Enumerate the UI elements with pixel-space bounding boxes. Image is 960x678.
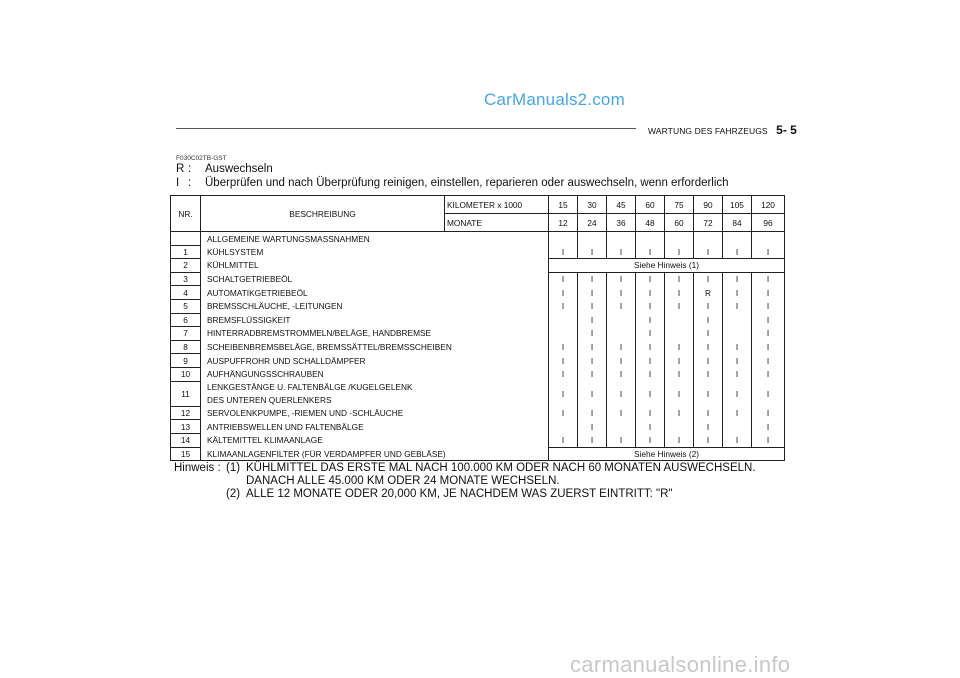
description-cell: BREMSFLÜSSIGKEIT	[201, 313, 549, 327]
value-cell: I	[665, 367, 694, 381]
nr-cell: 14	[171, 433, 201, 447]
value-cell: I	[665, 272, 694, 286]
value-cell: I	[607, 340, 636, 354]
value-cell: I	[665, 245, 694, 259]
value-cell	[607, 232, 636, 246]
value-cell: I	[636, 340, 665, 354]
value-cell: I	[665, 381, 694, 406]
description-cell: LENKGESTÄNGE U. FALTENBÄLGE /KUGELGELENK	[201, 381, 549, 394]
page-number: 5- 5	[776, 123, 797, 137]
footnotes	[174, 462, 756, 501]
value-cell: I	[694, 313, 723, 327]
description-cell: AUFHÄNGUNGSSCHRAUBEN	[201, 367, 549, 381]
legend-key: R	[176, 163, 185, 175]
value-cell: I	[752, 433, 785, 447]
table-row	[171, 381, 785, 394]
footnote-text: ALLE 12 MONATE ODER 20,000 KM, JE NACHDEM WAS ZUERST EINTRITT: "R"	[246, 488, 673, 500]
value-cell	[549, 327, 578, 341]
value-cell: I	[694, 245, 723, 259]
watermark-top: CarManuals2.com	[484, 90, 625, 109]
note-cell: Siehe Hinweis (2)	[549, 447, 785, 461]
km-label: KILOMETER x 1000	[445, 196, 549, 214]
value-cell: I	[607, 367, 636, 381]
table-row	[171, 420, 785, 434]
months-label: MONATE	[445, 214, 549, 232]
value-cell: I	[607, 299, 636, 313]
value-cell: I	[752, 381, 785, 406]
value-cell: I	[549, 286, 578, 300]
value-cell: I	[723, 299, 752, 313]
footnote-text: KÜHLMITTEL DAS ERSTE MAL NACH 100.000 KM ODER NACH 60 MONATEN AUSWECHSELN.	[246, 462, 756, 474]
description-cell: ANTRIEBSWELLEN UND FALTENBÄLGE	[201, 420, 549, 434]
maintenance-schedule-table	[170, 195, 785, 461]
value-cell: I	[665, 286, 694, 300]
value-cell: I	[694, 354, 723, 368]
month-cell: 48	[636, 214, 665, 232]
spacer	[174, 488, 226, 501]
km-cell: 45	[607, 196, 636, 214]
value-cell: I	[636, 420, 665, 434]
nr-cell: 15	[171, 447, 201, 461]
description-cell: DES UNTEREN QUERLENKERS	[201, 394, 549, 407]
nr-cell: 6	[171, 313, 201, 327]
nr-cell: 1	[171, 245, 201, 259]
value-cell: I	[665, 433, 694, 447]
value-cell: I	[636, 327, 665, 341]
value-cell: I	[636, 313, 665, 327]
value-cell	[665, 232, 694, 246]
value-cell: I	[607, 245, 636, 259]
value-cell: I	[578, 367, 607, 381]
table-row	[171, 406, 785, 420]
km-cell: 15	[549, 196, 578, 214]
value-cell: I	[607, 272, 636, 286]
description-cell: SCHALTGETRIEBEÖL	[201, 272, 549, 286]
nr-cell: 7	[171, 327, 201, 341]
value-cell	[723, 313, 752, 327]
nr-cell: 9	[171, 354, 201, 368]
description-cell: AUTOMATIKGETRIEBEÖL	[201, 286, 549, 300]
value-cell	[665, 313, 694, 327]
month-cell: 36	[607, 214, 636, 232]
value-cell: I	[549, 299, 578, 313]
km-cell: 30	[578, 196, 607, 214]
value-cell: I	[694, 433, 723, 447]
value-cell: I	[636, 367, 665, 381]
description-cell: SCHEIBENBREMSBELÄGE, BREMSSÄTTEL/BREMSSCHEIBEN	[201, 340, 549, 354]
footnote-number: (1)	[226, 462, 241, 474]
spacer	[226, 475, 246, 488]
legend-sep: :	[188, 177, 192, 189]
value-cell	[723, 420, 752, 434]
legend-row-r	[176, 162, 729, 176]
table-row	[171, 367, 785, 381]
nr-cell: 12	[171, 406, 201, 420]
value-cell: I	[665, 340, 694, 354]
value-cell: I	[665, 354, 694, 368]
value-cell: I	[549, 367, 578, 381]
value-cell: I	[752, 272, 785, 286]
value-cell: I	[549, 245, 578, 259]
table-row	[171, 245, 785, 259]
description-cell: KÄLTEMITTEL KLIMAANLAGE	[201, 433, 549, 447]
nr-cell: 5	[171, 299, 201, 313]
value-cell: I	[636, 299, 665, 313]
nr-cell: 13	[171, 420, 201, 434]
nr-cell: 8	[171, 340, 201, 354]
legend-text: Auswechseln	[205, 163, 273, 175]
footnote-text: DANACH ALLE 45.000 KM ODER 24 MONATE WECHSELN.	[246, 475, 560, 487]
value-cell: I	[723, 433, 752, 447]
value-cell: I	[578, 272, 607, 286]
value-cell: I	[665, 299, 694, 313]
table-row	[171, 433, 785, 447]
value-cell: I	[752, 286, 785, 300]
km-cell: 60	[636, 196, 665, 214]
nr-cell: 4	[171, 286, 201, 300]
value-cell: I	[578, 286, 607, 300]
km-cell: 105	[723, 196, 752, 214]
value-cell: I	[723, 354, 752, 368]
document-code: F030C02TB-GST	[176, 155, 227, 162]
watermark-bottom: carmanualsonline.info	[570, 652, 791, 677]
table-row	[171, 286, 785, 300]
general-heading: ALLGEMEINE WARTUNGSMASSNAHMEN	[201, 232, 549, 246]
value-cell: I	[694, 340, 723, 354]
value-cell: I	[694, 299, 723, 313]
value-cell: I	[752, 245, 785, 259]
value-cell	[723, 327, 752, 341]
table-row	[171, 447, 785, 461]
value-cell: I	[723, 367, 752, 381]
description-cell: BREMSSCHLÄUCHE, -LEITUNGEN	[201, 299, 549, 313]
value-cell: I	[752, 354, 785, 368]
value-cell	[578, 232, 607, 246]
value-cell: I	[578, 381, 607, 406]
value-cell: I	[694, 272, 723, 286]
value-cell	[549, 232, 578, 246]
value-cell: I	[636, 381, 665, 406]
value-cell: I	[694, 420, 723, 434]
legend	[176, 162, 729, 190]
nr-cell: 3	[171, 272, 201, 286]
value-cell: I	[549, 381, 578, 406]
value-cell: I	[752, 313, 785, 327]
value-cell: I	[549, 433, 578, 447]
value-cell	[723, 232, 752, 246]
general-heading-row	[171, 232, 785, 246]
value-cell	[607, 327, 636, 341]
value-cell	[694, 232, 723, 246]
month-cell: 72	[694, 214, 723, 232]
value-cell: I	[723, 286, 752, 300]
value-cell: I	[636, 433, 665, 447]
value-cell: I	[549, 340, 578, 354]
month-cell: 96	[752, 214, 785, 232]
table-row	[171, 354, 785, 368]
value-cell: I	[752, 367, 785, 381]
value-cell	[549, 313, 578, 327]
table-row	[171, 340, 785, 354]
table-row	[171, 327, 785, 341]
value-cell: I	[636, 272, 665, 286]
month-cell: 12	[549, 214, 578, 232]
km-cell: 90	[694, 196, 723, 214]
month-cell: 24	[578, 214, 607, 232]
table-row	[171, 272, 785, 286]
value-cell: I	[578, 433, 607, 447]
footnote-1	[174, 462, 756, 475]
value-cell: I	[549, 272, 578, 286]
description-cell: KÜHLMITTEL	[201, 259, 549, 273]
table-row	[171, 313, 785, 327]
legend-sep: :	[188, 163, 192, 175]
value-cell	[665, 420, 694, 434]
footnote-label: Hinweis :	[174, 462, 221, 474]
value-cell: I	[607, 381, 636, 406]
description-cell: KÜHLSYSTEM	[201, 245, 549, 259]
nr-cell	[171, 232, 201, 246]
value-cell: I	[578, 313, 607, 327]
value-cell: I	[723, 406, 752, 420]
value-cell	[549, 420, 578, 434]
nr-cell: 11	[171, 381, 201, 406]
description-cell: SERVOLENKPUMPE, -RIEMEN UND -SCHLÄUCHE	[201, 406, 549, 420]
section-title: WARTUNG DES FAHRZEUGS	[648, 126, 768, 136]
value-cell: I	[549, 406, 578, 420]
value-cell: I	[723, 245, 752, 259]
value-cell: R	[694, 286, 723, 300]
value-cell: I	[752, 406, 785, 420]
legend-key: I	[176, 177, 180, 189]
value-cell: I	[607, 354, 636, 368]
value-cell: I	[636, 406, 665, 420]
value-cell: I	[578, 340, 607, 354]
value-cell: I	[723, 340, 752, 354]
value-cell: I	[752, 299, 785, 313]
value-cell: I	[694, 367, 723, 381]
value-cell: I	[694, 406, 723, 420]
value-cell: I	[694, 381, 723, 406]
value-cell: I	[636, 286, 665, 300]
value-cell: I	[607, 406, 636, 420]
nr-cell: 2	[171, 259, 201, 273]
value-cell: I	[578, 354, 607, 368]
value-cell: I	[578, 327, 607, 341]
value-cell: I	[694, 327, 723, 341]
value-cell	[607, 313, 636, 327]
value-cell: I	[607, 286, 636, 300]
value-cell: I	[549, 354, 578, 368]
km-cell: 75	[665, 196, 694, 214]
description-cell: HINTERRADBREMSTROMMELN/BELÄGE, HANDBREMSE	[201, 327, 549, 341]
value-cell	[665, 327, 694, 341]
month-cell: 60	[665, 214, 694, 232]
legend-text: Überprüfen und nach Überprüfung reinigen, einstellen, reparieren oder auswechseln, wenn erforderlich	[205, 177, 729, 189]
value-cell	[607, 420, 636, 434]
value-cell: I	[578, 245, 607, 259]
footnote-number: (2)	[226, 488, 241, 500]
km-cell: 120	[752, 196, 785, 214]
table-row	[171, 259, 785, 273]
footnote-2	[174, 488, 756, 501]
description-cell: AUSPUFFROHR UND SCHALLDÄMPFER	[201, 354, 549, 368]
value-cell: I	[578, 406, 607, 420]
nr-cell: 10	[171, 367, 201, 381]
month-cell: 84	[723, 214, 752, 232]
value-cell: I	[578, 299, 607, 313]
page-header	[648, 121, 797, 139]
spacer	[174, 475, 226, 488]
legend-row-i	[176, 176, 729, 190]
value-cell: I	[752, 420, 785, 434]
footnote-1-cont	[174, 475, 756, 488]
header-rule	[176, 128, 636, 129]
value-cell: I	[752, 327, 785, 341]
value-cell: I	[578, 420, 607, 434]
description-header: BESCHREIBUNG	[201, 196, 445, 232]
value-cell: I	[723, 272, 752, 286]
header-row-km	[171, 196, 785, 214]
value-cell	[636, 232, 665, 246]
nr-header: NR.	[171, 196, 201, 232]
value-cell: I	[752, 340, 785, 354]
value-cell: I	[723, 381, 752, 406]
description-cell: KLIMAANLAGENFILTER (FÜR VERDAMPFER UND GEBLÄSE)	[201, 447, 549, 461]
value-cell: I	[636, 245, 665, 259]
value-cell: I	[607, 433, 636, 447]
value-cell	[752, 232, 785, 246]
table-row	[171, 299, 785, 313]
value-cell: I	[636, 354, 665, 368]
value-cell: I	[665, 406, 694, 420]
note-cell: Siehe Hinweis (1)	[549, 259, 785, 273]
